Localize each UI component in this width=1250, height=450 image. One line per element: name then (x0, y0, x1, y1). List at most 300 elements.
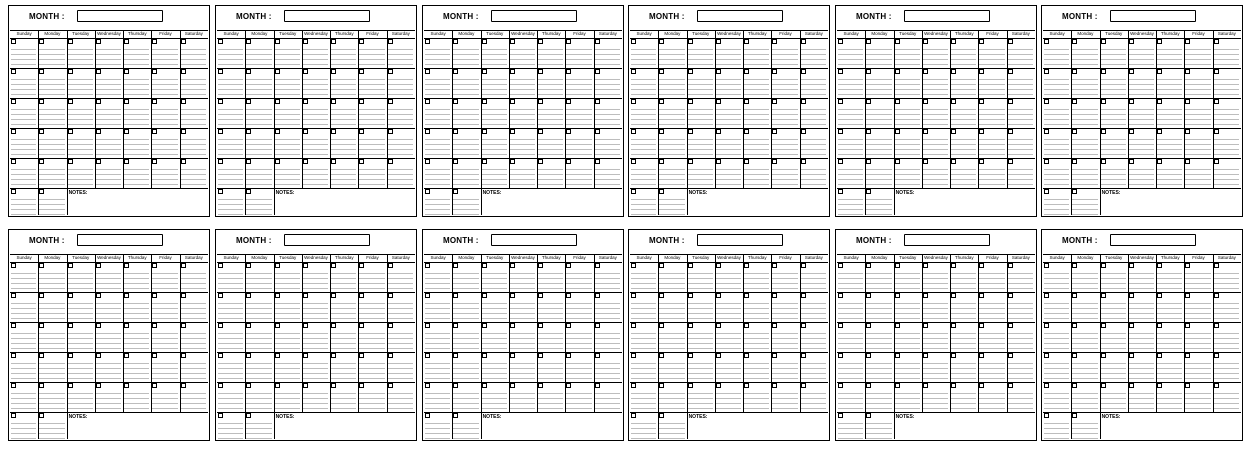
day-cell[interactable] (894, 382, 922, 412)
day-cell[interactable] (771, 352, 799, 382)
date-number-box[interactable] (951, 159, 956, 164)
day-cell[interactable] (894, 352, 922, 382)
date-number-box[interactable] (152, 39, 157, 44)
date-number-box[interactable] (303, 99, 308, 104)
date-number-box[interactable] (482, 159, 487, 164)
date-number-box[interactable] (1072, 413, 1077, 418)
day-cell[interactable] (950, 158, 978, 188)
date-number-box[interactable] (772, 353, 777, 358)
day-cell[interactable] (387, 158, 415, 188)
date-number-box[interactable] (538, 69, 543, 74)
date-number-box[interactable] (39, 69, 44, 74)
date-number-box[interactable] (303, 39, 308, 44)
date-number-box[interactable] (39, 353, 44, 358)
date-number-box[interactable] (152, 263, 157, 268)
date-number-box[interactable] (659, 99, 664, 104)
extra-day-cell[interactable] (1043, 188, 1071, 215)
date-number-box[interactable] (359, 39, 364, 44)
date-number-box[interactable] (923, 99, 928, 104)
day-cell[interactable] (274, 322, 302, 352)
date-number-box[interactable] (1072, 99, 1077, 104)
day-cell[interactable] (302, 382, 330, 412)
date-number-box[interactable] (1157, 293, 1162, 298)
date-number-box[interactable] (453, 69, 458, 74)
day-cell[interactable] (594, 38, 622, 68)
notes-area[interactable] (894, 412, 1035, 439)
date-number-box[interactable] (39, 39, 44, 44)
date-number-box[interactable] (979, 99, 984, 104)
date-number-box[interactable] (801, 69, 806, 74)
day-cell[interactable] (1007, 68, 1035, 98)
day-cell[interactable] (217, 322, 245, 352)
date-number-box[interactable] (510, 129, 515, 134)
day-cell[interactable] (978, 292, 1006, 322)
date-number-box[interactable] (246, 39, 251, 44)
date-number-box[interactable] (801, 323, 806, 328)
day-cell[interactable] (1128, 98, 1156, 128)
date-number-box[interactable] (39, 189, 44, 194)
date-number-box[interactable] (895, 99, 900, 104)
day-cell[interactable] (743, 322, 771, 352)
day-cell[interactable] (180, 128, 208, 158)
day-cell[interactable] (658, 158, 686, 188)
date-number-box[interactable] (631, 263, 636, 268)
day-cell[interactable] (978, 158, 1006, 188)
month-name-field[interactable] (284, 234, 370, 246)
date-number-box[interactable] (388, 323, 393, 328)
day-cell[interactable] (950, 352, 978, 382)
date-number-box[interactable] (566, 293, 571, 298)
date-number-box[interactable] (1044, 99, 1049, 104)
date-number-box[interactable] (1129, 353, 1134, 358)
date-number-box[interactable] (181, 159, 186, 164)
day-cell[interactable] (978, 352, 1006, 382)
day-cell[interactable] (950, 98, 978, 128)
date-number-box[interactable] (595, 323, 600, 328)
day-cell[interactable] (687, 38, 715, 68)
date-number-box[interactable] (659, 69, 664, 74)
date-number-box[interactable] (1129, 39, 1134, 44)
day-cell[interactable] (800, 38, 828, 68)
date-number-box[interactable] (359, 323, 364, 328)
date-number-box[interactable] (1129, 99, 1134, 104)
date-number-box[interactable] (538, 383, 543, 388)
day-cell[interactable] (1043, 68, 1071, 98)
date-number-box[interactable] (453, 413, 458, 418)
date-number-box[interactable] (246, 69, 251, 74)
date-number-box[interactable] (1072, 39, 1077, 44)
day-cell[interactable] (452, 158, 480, 188)
day-cell[interactable] (387, 382, 415, 412)
day-cell[interactable] (67, 382, 95, 412)
day-cell[interactable] (38, 38, 66, 68)
extra-day-cell[interactable] (1071, 412, 1099, 439)
extra-day-cell[interactable] (630, 188, 658, 215)
date-number-box[interactable] (866, 353, 871, 358)
day-cell[interactable] (67, 352, 95, 382)
date-number-box[interactable] (1157, 39, 1162, 44)
date-number-box[interactable] (331, 129, 336, 134)
day-cell[interactable] (1100, 68, 1128, 98)
day-cell[interactable] (509, 382, 537, 412)
day-cell[interactable] (978, 382, 1006, 412)
date-number-box[interactable] (951, 383, 956, 388)
day-cell[interactable] (180, 68, 208, 98)
extra-day-cell[interactable] (38, 188, 66, 215)
day-cell[interactable] (330, 292, 358, 322)
day-cell[interactable] (1213, 98, 1241, 128)
day-cell[interactable] (151, 322, 179, 352)
date-number-box[interactable] (595, 39, 600, 44)
day-cell[interactable] (1043, 292, 1071, 322)
notes-area[interactable] (481, 188, 622, 215)
date-number-box[interactable] (359, 263, 364, 268)
date-number-box[interactable] (39, 263, 44, 268)
day-cell[interactable] (123, 322, 151, 352)
date-number-box[interactable] (11, 353, 16, 358)
date-number-box[interactable] (1101, 323, 1106, 328)
extra-day-cell[interactable] (1043, 412, 1071, 439)
date-number-box[interactable] (11, 189, 16, 194)
date-number-box[interactable] (1101, 129, 1106, 134)
day-cell[interactable] (1071, 98, 1099, 128)
day-cell[interactable] (387, 322, 415, 352)
day-cell[interactable] (424, 322, 452, 352)
day-cell[interactable] (358, 68, 386, 98)
day-cell[interactable] (1100, 158, 1128, 188)
date-number-box[interactable] (510, 383, 515, 388)
date-number-box[interactable] (866, 383, 871, 388)
day-cell[interactable] (1071, 128, 1099, 158)
day-cell[interactable] (452, 292, 480, 322)
day-cell[interactable] (771, 68, 799, 98)
date-number-box[interactable] (181, 353, 186, 358)
date-number-box[interactable] (359, 99, 364, 104)
date-number-box[interactable] (566, 69, 571, 74)
date-number-box[interactable] (772, 293, 777, 298)
day-cell[interactable] (687, 322, 715, 352)
day-cell[interactable] (771, 292, 799, 322)
day-cell[interactable] (424, 128, 452, 158)
day-cell[interactable] (481, 38, 509, 68)
day-cell[interactable] (330, 98, 358, 128)
date-number-box[interactable] (801, 383, 806, 388)
month-name-field[interactable] (491, 234, 577, 246)
date-number-box[interactable] (1008, 353, 1013, 358)
date-number-box[interactable] (866, 159, 871, 164)
extra-day-cell[interactable] (217, 412, 245, 439)
day-cell[interactable] (800, 262, 828, 292)
date-number-box[interactable] (895, 323, 900, 328)
day-cell[interactable] (837, 262, 865, 292)
date-number-box[interactable] (801, 263, 806, 268)
date-number-box[interactable] (453, 353, 458, 358)
date-number-box[interactable] (275, 39, 280, 44)
day-cell[interactable] (865, 38, 893, 68)
day-cell[interactable] (687, 68, 715, 98)
day-cell[interactable] (1156, 322, 1184, 352)
day-cell[interactable] (837, 128, 865, 158)
day-cell[interactable] (1128, 382, 1156, 412)
day-cell[interactable] (800, 128, 828, 158)
day-cell[interactable] (123, 292, 151, 322)
date-number-box[interactable] (838, 353, 843, 358)
date-number-box[interactable] (1072, 383, 1077, 388)
date-number-box[interactable] (68, 293, 73, 298)
date-number-box[interactable] (659, 353, 664, 358)
date-number-box[interactable] (772, 159, 777, 164)
day-cell[interactable] (180, 158, 208, 188)
date-number-box[interactable] (181, 383, 186, 388)
date-number-box[interactable] (388, 129, 393, 134)
day-cell[interactable] (894, 292, 922, 322)
day-cell[interactable] (594, 352, 622, 382)
day-cell[interactable] (1007, 128, 1035, 158)
day-cell[interactable] (1043, 352, 1071, 382)
day-cell[interactable] (922, 322, 950, 352)
day-cell[interactable] (424, 292, 452, 322)
date-number-box[interactable] (716, 159, 721, 164)
date-number-box[interactable] (11, 159, 16, 164)
date-number-box[interactable] (772, 323, 777, 328)
date-number-box[interactable] (303, 69, 308, 74)
day-cell[interactable] (594, 98, 622, 128)
date-number-box[interactable] (96, 39, 101, 44)
date-number-box[interactable] (895, 129, 900, 134)
date-number-box[interactable] (1008, 129, 1013, 134)
date-number-box[interactable] (96, 99, 101, 104)
date-number-box[interactable] (951, 99, 956, 104)
day-cell[interactable] (630, 292, 658, 322)
day-cell[interactable] (481, 68, 509, 98)
date-number-box[interactable] (181, 99, 186, 104)
date-number-box[interactable] (566, 353, 571, 358)
date-number-box[interactable] (425, 263, 430, 268)
day-cell[interactable] (274, 262, 302, 292)
day-cell[interactable] (358, 128, 386, 158)
date-number-box[interactable] (218, 129, 223, 134)
extra-day-cell[interactable] (658, 412, 686, 439)
month-name-field[interactable] (1110, 234, 1196, 246)
day-cell[interactable] (274, 292, 302, 322)
date-number-box[interactable] (218, 293, 223, 298)
date-number-box[interactable] (951, 323, 956, 328)
date-number-box[interactable] (11, 383, 16, 388)
date-number-box[interactable] (895, 293, 900, 298)
day-cell[interactable] (978, 68, 1006, 98)
date-number-box[interactable] (510, 263, 515, 268)
day-cell[interactable] (358, 158, 386, 188)
day-cell[interactable] (1156, 292, 1184, 322)
date-number-box[interactable] (1072, 353, 1077, 358)
day-cell[interactable] (180, 38, 208, 68)
day-cell[interactable] (837, 38, 865, 68)
day-cell[interactable] (358, 382, 386, 412)
notes-area[interactable] (687, 188, 828, 215)
extra-day-cell[interactable] (245, 412, 273, 439)
date-number-box[interactable] (895, 39, 900, 44)
date-number-box[interactable] (716, 383, 721, 388)
day-cell[interactable] (10, 352, 38, 382)
notes-area[interactable] (481, 412, 622, 439)
date-number-box[interactable] (1214, 293, 1219, 298)
day-cell[interactable] (245, 352, 273, 382)
day-cell[interactable] (978, 262, 1006, 292)
extra-day-cell[interactable] (630, 412, 658, 439)
day-cell[interactable] (894, 98, 922, 128)
date-number-box[interactable] (68, 129, 73, 134)
day-cell[interactable] (800, 68, 828, 98)
date-number-box[interactable] (181, 39, 186, 44)
date-number-box[interactable] (96, 159, 101, 164)
date-number-box[interactable] (246, 413, 251, 418)
date-number-box[interactable] (124, 39, 129, 44)
extra-day-cell[interactable] (837, 412, 865, 439)
date-number-box[interactable] (688, 323, 693, 328)
date-number-box[interactable] (659, 39, 664, 44)
date-number-box[interactable] (1072, 69, 1077, 74)
date-number-box[interactable] (246, 189, 251, 194)
day-cell[interactable] (743, 262, 771, 292)
day-cell[interactable] (274, 98, 302, 128)
date-number-box[interactable] (1185, 263, 1190, 268)
day-cell[interactable] (217, 68, 245, 98)
date-number-box[interactable] (482, 69, 487, 74)
day-cell[interactable] (10, 68, 38, 98)
month-name-field[interactable] (1110, 10, 1196, 22)
day-cell[interactable] (302, 352, 330, 382)
date-number-box[interactable] (124, 323, 129, 328)
day-cell[interactable] (1043, 382, 1071, 412)
date-number-box[interactable] (388, 293, 393, 298)
day-cell[interactable] (1007, 382, 1035, 412)
date-number-box[interactable] (453, 159, 458, 164)
day-cell[interactable] (509, 98, 537, 128)
date-number-box[interactable] (1072, 129, 1077, 134)
day-cell[interactable] (771, 322, 799, 352)
date-number-box[interactable] (482, 39, 487, 44)
day-cell[interactable] (565, 262, 593, 292)
day-cell[interactable] (424, 68, 452, 98)
date-number-box[interactable] (744, 69, 749, 74)
date-number-box[interactable] (659, 129, 664, 134)
day-cell[interactable] (1213, 38, 1241, 68)
day-cell[interactable] (10, 292, 38, 322)
date-number-box[interactable] (979, 159, 984, 164)
date-number-box[interactable] (951, 293, 956, 298)
day-cell[interactable] (358, 322, 386, 352)
day-cell[interactable] (743, 292, 771, 322)
date-number-box[interactable] (801, 353, 806, 358)
date-number-box[interactable] (923, 129, 928, 134)
day-cell[interactable] (387, 128, 415, 158)
day-cell[interactable] (1128, 322, 1156, 352)
date-number-box[interactable] (1044, 353, 1049, 358)
day-cell[interactable] (509, 128, 537, 158)
date-number-box[interactable] (866, 323, 871, 328)
date-number-box[interactable] (979, 39, 984, 44)
day-cell[interactable] (387, 292, 415, 322)
date-number-box[interactable] (359, 129, 364, 134)
day-cell[interactable] (387, 38, 415, 68)
day-cell[interactable] (594, 158, 622, 188)
date-number-box[interactable] (979, 383, 984, 388)
date-number-box[interactable] (1214, 263, 1219, 268)
day-cell[interactable] (1071, 68, 1099, 98)
date-number-box[interactable] (923, 323, 928, 328)
date-number-box[interactable] (152, 323, 157, 328)
date-number-box[interactable] (275, 353, 280, 358)
day-cell[interactable] (1043, 98, 1071, 128)
extra-day-cell[interactable] (245, 188, 273, 215)
day-cell[interactable] (217, 158, 245, 188)
date-number-box[interactable] (152, 293, 157, 298)
day-cell[interactable] (630, 68, 658, 98)
day-cell[interactable] (800, 98, 828, 128)
date-number-box[interactable] (152, 159, 157, 164)
date-number-box[interactable] (659, 189, 664, 194)
date-number-box[interactable] (659, 293, 664, 298)
day-cell[interactable] (865, 98, 893, 128)
day-cell[interactable] (424, 262, 452, 292)
date-number-box[interactable] (659, 159, 664, 164)
day-cell[interactable] (687, 262, 715, 292)
date-number-box[interactable] (1101, 69, 1106, 74)
date-number-box[interactable] (744, 129, 749, 134)
day-cell[interactable] (1213, 158, 1241, 188)
date-number-box[interactable] (425, 99, 430, 104)
date-number-box[interactable] (275, 263, 280, 268)
day-cell[interactable] (950, 128, 978, 158)
date-number-box[interactable] (772, 99, 777, 104)
date-number-box[interactable] (1185, 159, 1190, 164)
date-number-box[interactable] (688, 293, 693, 298)
date-number-box[interactable] (979, 263, 984, 268)
day-cell[interactable] (630, 128, 658, 158)
day-cell[interactable] (1156, 352, 1184, 382)
date-number-box[interactable] (246, 263, 251, 268)
day-cell[interactable] (950, 322, 978, 352)
date-number-box[interactable] (218, 383, 223, 388)
day-cell[interactable] (800, 158, 828, 188)
date-number-box[interactable] (1214, 159, 1219, 164)
date-number-box[interactable] (331, 383, 336, 388)
date-number-box[interactable] (331, 263, 336, 268)
day-cell[interactable] (894, 68, 922, 98)
date-number-box[interactable] (631, 413, 636, 418)
date-number-box[interactable] (359, 383, 364, 388)
date-number-box[interactable] (218, 159, 223, 164)
date-number-box[interactable] (801, 293, 806, 298)
day-cell[interactable] (630, 158, 658, 188)
day-cell[interactable] (658, 382, 686, 412)
day-cell[interactable] (217, 38, 245, 68)
date-number-box[interactable] (595, 159, 600, 164)
day-cell[interactable] (658, 68, 686, 98)
date-number-box[interactable] (152, 353, 157, 358)
date-number-box[interactable] (39, 99, 44, 104)
day-cell[interactable] (1184, 68, 1212, 98)
date-number-box[interactable] (688, 353, 693, 358)
notes-area[interactable] (274, 188, 415, 215)
day-cell[interactable] (302, 158, 330, 188)
day-cell[interactable] (509, 38, 537, 68)
date-number-box[interactable] (1129, 263, 1134, 268)
notes-area[interactable] (1100, 188, 1241, 215)
date-number-box[interactable] (566, 129, 571, 134)
date-number-box[interactable] (453, 263, 458, 268)
day-cell[interactable] (245, 262, 273, 292)
